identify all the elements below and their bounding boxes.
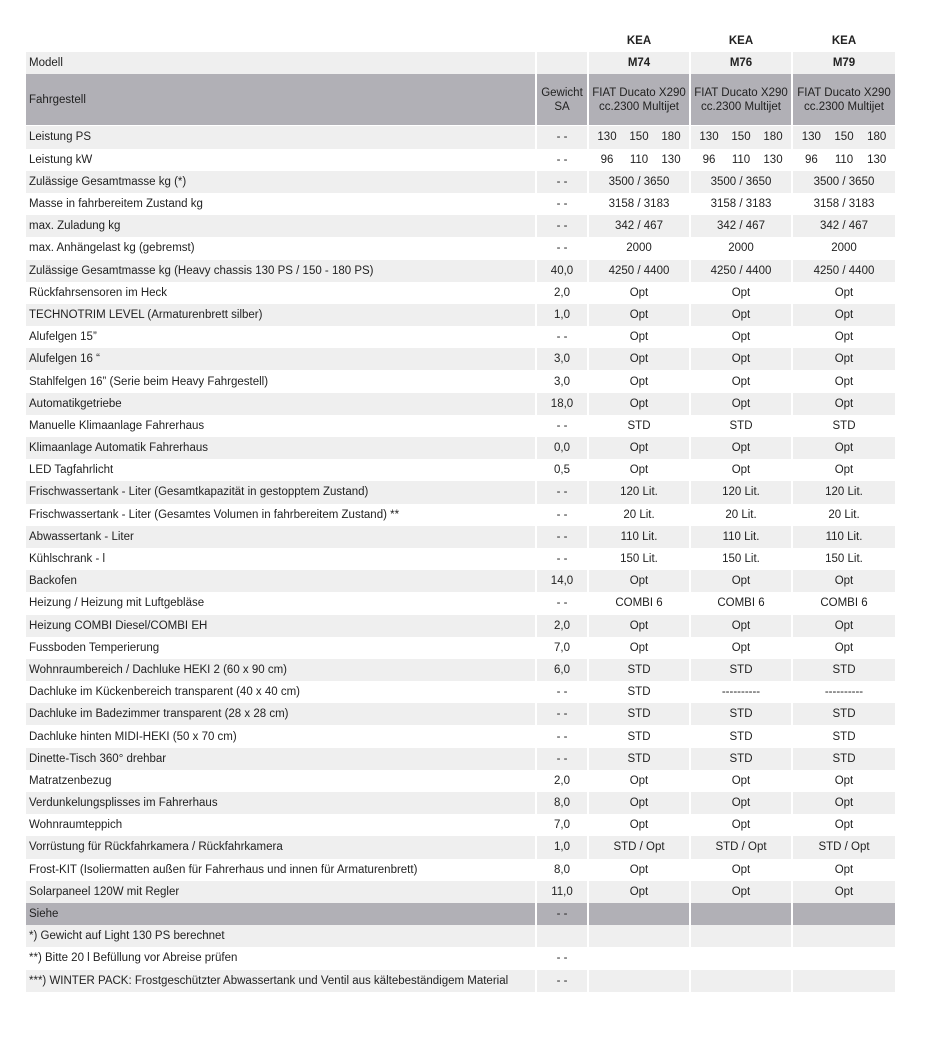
spec-row-weight: - - bbox=[537, 681, 589, 703]
spec-row-label: TECHNOTRIM LEVEL (Armaturenbrett silber) bbox=[26, 304, 537, 326]
spec-row-m76: STD bbox=[691, 725, 793, 747]
spec-row-m74: STD bbox=[589, 681, 691, 703]
spec-row-weight: - - bbox=[537, 193, 589, 215]
power-ps-value: 180 bbox=[661, 131, 681, 144]
spec-row bbox=[26, 215, 895, 237]
spec-row bbox=[26, 282, 895, 304]
spec-row-label: Wohnraumbereich / Dachluke HEKI 2 (60 x 90 cm) bbox=[26, 659, 537, 681]
model-row-weight bbox=[537, 52, 589, 74]
spec-row-m76: 2000 bbox=[691, 237, 793, 259]
spec-row-m76: STD bbox=[691, 659, 793, 681]
spec-row-m76: 3158 / 3183 bbox=[691, 193, 793, 215]
spec-row-m74: 150 Lit. bbox=[589, 548, 691, 570]
power-kw-m76 bbox=[691, 149, 793, 171]
spec-row-weight: - - bbox=[537, 504, 589, 526]
power-ps-value: 180 bbox=[867, 131, 887, 144]
spec-row-label: Dinette-Tisch 360° drehbar bbox=[26, 748, 537, 770]
spec-row-m74: Opt bbox=[589, 814, 691, 836]
spec-row-label: Dachluke hinten MIDI-HEKI (50 x 70 cm) bbox=[26, 725, 537, 747]
spec-row-m74: Opt bbox=[589, 881, 691, 903]
spec-row-m79: Opt bbox=[793, 393, 895, 415]
power-kw-value: 110 bbox=[731, 153, 751, 166]
spec-row-m79: 4250 / 4400 bbox=[793, 260, 895, 282]
spec-row-m79: 2000 bbox=[831, 242, 857, 255]
footnotes bbox=[26, 925, 895, 992]
spec-row-m76: STD bbox=[691, 748, 793, 770]
spec-row bbox=[26, 592, 895, 614]
siehe-row bbox=[26, 903, 895, 925]
spec-row-m74: 3158 / 3183 bbox=[589, 193, 691, 215]
spec-row-label: Matratzenbezug bbox=[26, 770, 537, 792]
spec-row-label: Zulässige Gesamtmasse kg (*) bbox=[26, 171, 537, 193]
spec-row bbox=[26, 615, 895, 637]
spec-row-m79: Opt bbox=[834, 286, 854, 299]
spec-row bbox=[26, 415, 895, 437]
spec-row bbox=[26, 637, 895, 659]
spec-row-weight: - - bbox=[537, 237, 589, 259]
footnote-m79 bbox=[793, 925, 895, 947]
spec-rows bbox=[26, 171, 895, 903]
model-m79: M79 bbox=[793, 52, 895, 74]
spec-row-m79: Opt bbox=[834, 863, 854, 876]
spec-row-weight: 3,0 bbox=[537, 348, 589, 370]
footnote-m74 bbox=[589, 970, 691, 992]
spec-row-m79: STD bbox=[793, 659, 895, 681]
power-ps-m76 bbox=[691, 126, 793, 148]
spec-row-m79: STD bbox=[793, 703, 895, 725]
spec-row-weight: 7,0 bbox=[537, 637, 589, 659]
spec-row-m76: Opt bbox=[691, 814, 793, 836]
spec-row-m79: 120 Lit. bbox=[793, 481, 895, 503]
spec-row-m74: Opt bbox=[589, 348, 691, 370]
power-kw-value: 130 bbox=[661, 153, 681, 166]
spec-row-label: Alufelgen 15” bbox=[26, 326, 537, 348]
spec-row-m79: Opt bbox=[793, 792, 895, 814]
spec-row-weight: 14,0 bbox=[537, 570, 589, 592]
spec-row-label: Heizung / Heizung mit Luftgebläse bbox=[26, 592, 537, 614]
footnote-m76 bbox=[691, 925, 793, 947]
spec-row-weight: - - bbox=[537, 703, 589, 725]
chassis-row-label: Fahrgestell bbox=[26, 74, 537, 125]
power-ps-m74 bbox=[589, 126, 691, 148]
spec-row-m74: Opt bbox=[589, 326, 691, 348]
spec-row-m79: Opt bbox=[834, 464, 854, 477]
spec-row-weight: 1,0 bbox=[537, 836, 589, 858]
spec-row-m76: 3500 / 3650 bbox=[691, 171, 793, 193]
power-ps-weight: - - bbox=[537, 126, 589, 148]
spec-row bbox=[26, 548, 895, 570]
spec-row-m74: STD bbox=[589, 659, 691, 681]
spec-row-m76: ---------- bbox=[691, 681, 793, 703]
spec-row-label: Fussboden Temperierung bbox=[26, 637, 537, 659]
spec-row-label: Vorrüstung für Rückfahrkamera / Rückfahrkamera bbox=[26, 836, 537, 858]
spec-row bbox=[26, 260, 895, 282]
spec-row-label: Backofen bbox=[26, 570, 537, 592]
footnote-text: **) Bitte 20 l Befüllung vor Abreise prüfen bbox=[26, 947, 537, 969]
brand-m76: KEA bbox=[691, 30, 793, 52]
spec-row bbox=[26, 481, 895, 503]
spec-row-label: Zulässige Gesamtmasse kg (Heavy chassis 130 PS / 150 - 180 PS) bbox=[26, 260, 537, 282]
spec-row-m79: 20 Lit. bbox=[828, 508, 860, 521]
footnote-weight: - - bbox=[537, 947, 589, 969]
spec-row-m79: STD bbox=[793, 748, 895, 770]
footnote-row bbox=[26, 925, 895, 947]
footnote-m76 bbox=[691, 947, 793, 969]
spec-row-weight: - - bbox=[537, 725, 589, 747]
siehe-m74 bbox=[589, 903, 691, 925]
spec-row-m79: STD bbox=[832, 419, 856, 432]
spec-row-m76: Opt bbox=[691, 615, 793, 637]
spec-row-m74: STD bbox=[589, 415, 691, 437]
spec-row bbox=[26, 725, 895, 747]
power-kw-value: 110 bbox=[629, 153, 649, 166]
power-kw-value: 96 bbox=[804, 153, 818, 166]
model-m76: M76 bbox=[691, 52, 793, 74]
power-ps-label: Leistung PS bbox=[26, 126, 537, 148]
spec-row-m74: 2000 bbox=[589, 237, 691, 259]
spec-row-m76: Opt bbox=[691, 881, 793, 903]
power-ps-value: 180 bbox=[763, 131, 783, 144]
chassis-m79: FIAT Ducato X290 cc.2300 Multijet bbox=[793, 74, 895, 125]
spec-row-weight: - - bbox=[537, 548, 589, 570]
spec-row-weight: - - bbox=[537, 592, 589, 614]
spec-row-label: Solarpaneel 120W mit Regler bbox=[26, 881, 537, 903]
spec-row-m74: Opt bbox=[589, 859, 691, 881]
spec-row-m74: Opt bbox=[589, 393, 691, 415]
power-ps-value: 150 bbox=[731, 131, 751, 144]
spec-row-m79: Opt bbox=[834, 641, 854, 654]
spec-row-weight: - - bbox=[537, 481, 589, 503]
model-row-label: Modell bbox=[26, 52, 537, 74]
spec-row-m74: Opt bbox=[589, 370, 691, 392]
spec-row-m74: Opt bbox=[589, 437, 691, 459]
spec-row-label: Klimaanlage Automatik Fahrerhaus bbox=[26, 437, 537, 459]
spec-row-m79: 342 / 467 bbox=[793, 215, 895, 237]
spec-row-m79: 3500 / 3650 bbox=[793, 171, 895, 193]
footnote-m74 bbox=[589, 925, 691, 947]
spec-row-m74: Opt bbox=[589, 792, 691, 814]
model-m74: M74 bbox=[589, 52, 691, 74]
brand-row-label bbox=[26, 30, 537, 52]
spec-row-label: Heizung COMBI Diesel/COMBI EH bbox=[26, 615, 537, 637]
spec-row-m76: STD / Opt bbox=[691, 836, 793, 858]
spec-row-label: Stahlfelgen 16” (Serie beim Heavy Fahrgestell) bbox=[26, 370, 537, 392]
spec-row bbox=[26, 504, 895, 526]
spec-row-weight: 11,0 bbox=[537, 881, 589, 903]
brand-m74: KEA bbox=[589, 30, 691, 52]
spec-row-m74: Opt bbox=[589, 459, 691, 481]
spec-table bbox=[26, 30, 895, 992]
spec-row bbox=[26, 881, 895, 903]
spec-row bbox=[26, 659, 895, 681]
spec-row-m74: Opt bbox=[589, 770, 691, 792]
spec-row-m76: Opt bbox=[691, 370, 793, 392]
spec-row-m79: STD bbox=[832, 730, 856, 743]
spec-row bbox=[26, 526, 895, 548]
spec-row-label: Rückfahrsensoren im Heck bbox=[26, 282, 537, 304]
spec-row-label: Wohnraumteppich bbox=[26, 814, 537, 836]
spec-row-m74: STD bbox=[589, 703, 691, 725]
power-kw-value: 130 bbox=[867, 153, 887, 166]
footnote-text: *) Gewicht auf Light 130 PS berechnet bbox=[26, 925, 537, 947]
spec-row-m76: Opt bbox=[691, 437, 793, 459]
spec-row-m79: 110 Lit. bbox=[793, 526, 895, 548]
spec-row-m76: 150 Lit. bbox=[691, 548, 793, 570]
spec-row-m79: Opt bbox=[834, 375, 854, 388]
spec-row-m76: Opt bbox=[691, 792, 793, 814]
spec-row-label: Alufelgen 16 “ bbox=[26, 348, 537, 370]
spec-row bbox=[26, 859, 895, 881]
spec-row-m76: 4250 / 4400 bbox=[691, 260, 793, 282]
spec-row-m76: Opt bbox=[691, 282, 793, 304]
spec-row-label: Masse in fahrbereitem Zustand kg bbox=[26, 193, 537, 215]
spec-row bbox=[26, 237, 895, 259]
spec-row-m76: STD bbox=[691, 703, 793, 725]
spec-row-m79: Opt bbox=[793, 570, 895, 592]
spec-row-weight: - - bbox=[537, 171, 589, 193]
power-kw-m79 bbox=[793, 149, 895, 171]
spec-row-label: Abwassertank - Liter bbox=[26, 526, 537, 548]
spec-row-m76: Opt bbox=[691, 459, 793, 481]
siehe-m76 bbox=[691, 903, 793, 925]
spec-row-weight: 40,0 bbox=[537, 260, 589, 282]
spec-row-weight: 8,0 bbox=[537, 792, 589, 814]
footnote-text: ***) WINTER PACK: Frostgeschützter Abwassertank und Ventil aus kältebeständigem Material bbox=[26, 970, 537, 992]
spec-row-label: Manuelle Klimaanlage Fahrerhaus bbox=[26, 415, 537, 437]
spec-row-m79: Opt bbox=[834, 819, 854, 832]
spec-row bbox=[26, 171, 895, 193]
spec-row-weight: - - bbox=[537, 415, 589, 437]
spec-row bbox=[26, 459, 895, 481]
power-ps-row bbox=[26, 126, 895, 148]
spec-row-m74: 3500 / 3650 bbox=[589, 171, 691, 193]
footnote-row bbox=[26, 947, 895, 969]
spec-row-weight: - - bbox=[537, 526, 589, 548]
spec-row-m79: Opt bbox=[793, 437, 895, 459]
footnote-m79 bbox=[793, 970, 895, 992]
power-ps-m79 bbox=[793, 126, 895, 148]
spec-row-m76: Opt bbox=[691, 393, 793, 415]
spec-row-m76: Opt bbox=[691, 304, 793, 326]
spec-row-m79: Opt bbox=[793, 304, 895, 326]
spec-row-weight: - - bbox=[537, 326, 589, 348]
power-kw-value: 96 bbox=[600, 153, 614, 166]
spec-row-m74: STD bbox=[589, 748, 691, 770]
spec-row-m79: Opt bbox=[793, 881, 895, 903]
spec-row-m74: 20 Lit. bbox=[589, 504, 691, 526]
spec-row bbox=[26, 370, 895, 392]
footnote-m74 bbox=[589, 947, 691, 969]
spec-row-weight: 6,0 bbox=[537, 659, 589, 681]
spec-row-label: Frost-KIT (Isoliermatten außen für Fahrerhaus und innen für Armaturenbrett) bbox=[26, 859, 537, 881]
spec-row-m76: Opt bbox=[691, 326, 793, 348]
spec-row bbox=[26, 570, 895, 592]
spec-row bbox=[26, 703, 895, 725]
spec-row-m76: 342 / 467 bbox=[691, 215, 793, 237]
footnote-m76 bbox=[691, 970, 793, 992]
spec-row-m74: COMBI 6 bbox=[589, 592, 691, 614]
siehe-label: Siehe bbox=[26, 903, 537, 925]
spec-row-m76: COMBI 6 bbox=[691, 592, 793, 614]
spec-row-label: Frischwassertank - Liter (Gesamtkapazität in gestopptem Zustand) bbox=[26, 481, 537, 503]
spec-row-m74: STD / Opt bbox=[589, 836, 691, 858]
spec-row-m74: Opt bbox=[589, 282, 691, 304]
spec-row bbox=[26, 770, 895, 792]
power-kw-value: 130 bbox=[763, 153, 783, 166]
spec-row-m76: Opt bbox=[691, 348, 793, 370]
spec-row-label: Verdunkelungsplisses im Fahrerhaus bbox=[26, 792, 537, 814]
spec-row bbox=[26, 681, 895, 703]
siehe-m79 bbox=[793, 903, 895, 925]
model-row bbox=[26, 52, 895, 74]
spec-row bbox=[26, 348, 895, 370]
chassis-m74: FIAT Ducato X290 cc.2300 Multijet bbox=[589, 74, 691, 125]
spec-row bbox=[26, 393, 895, 415]
spec-row-m74: Opt bbox=[589, 570, 691, 592]
spec-row-m74: 120 Lit. bbox=[589, 481, 691, 503]
spec-row bbox=[26, 748, 895, 770]
spec-row-m76: Opt bbox=[691, 770, 793, 792]
spec-row-label: Kühlschrank - l bbox=[26, 548, 537, 570]
spec-row-m79: COMBI 6 bbox=[820, 597, 868, 610]
power-kw-value: 110 bbox=[834, 153, 854, 166]
brand-row bbox=[26, 30, 895, 52]
spec-row bbox=[26, 836, 895, 858]
power-ps-value: 130 bbox=[801, 131, 821, 144]
power-ps-value: 130 bbox=[699, 131, 719, 144]
spec-row-m79: Opt bbox=[834, 774, 854, 787]
spec-row-label: max. Zuladung kg bbox=[26, 215, 537, 237]
spec-row-m79: ---------- bbox=[824, 686, 864, 699]
spec-row-m79: STD / Opt bbox=[793, 836, 895, 858]
spec-row-weight: 18,0 bbox=[537, 393, 589, 415]
spec-row-m76: Opt bbox=[691, 859, 793, 881]
spec-row-m76: Opt bbox=[691, 637, 793, 659]
brand-m79: KEA bbox=[793, 30, 895, 52]
spec-row-m74: 110 Lit. bbox=[589, 526, 691, 548]
spec-row-m74: Opt bbox=[589, 637, 691, 659]
spec-row-m79: 3158 / 3183 bbox=[813, 198, 875, 211]
spec-row-label: Dachluke im Kückenbereich transparent (40 x 40 cm) bbox=[26, 681, 537, 703]
spec-row-weight: 2,0 bbox=[537, 615, 589, 637]
spec-row-weight: 8,0 bbox=[537, 859, 589, 881]
spec-row bbox=[26, 437, 895, 459]
power-ps-value: 150 bbox=[629, 131, 649, 144]
spec-row-m79: 150 Lit. bbox=[825, 553, 863, 566]
spec-row-label: Automatikgetriebe bbox=[26, 393, 537, 415]
footnote-weight bbox=[537, 925, 589, 947]
spec-row-weight: 0,0 bbox=[537, 437, 589, 459]
chassis-row bbox=[26, 74, 895, 125]
spec-row-weight: 1,0 bbox=[537, 304, 589, 326]
spec-row-m74: Opt bbox=[589, 304, 691, 326]
spec-row-m76: Opt bbox=[691, 570, 793, 592]
chassis-m76: FIAT Ducato X290 cc.2300 Multijet bbox=[691, 74, 793, 125]
power-kw-m74 bbox=[589, 149, 691, 171]
spec-row bbox=[26, 792, 895, 814]
footnote-row bbox=[26, 970, 895, 992]
spec-row-weight: 0,5 bbox=[537, 459, 589, 481]
weight-column-header: Gewicht SA bbox=[537, 74, 589, 125]
spec-row-m79: Opt bbox=[834, 331, 854, 344]
spec-row-m76: 20 Lit. bbox=[691, 504, 793, 526]
spec-row bbox=[26, 193, 895, 215]
spec-row-m79: Opt bbox=[793, 348, 895, 370]
footnote-weight: - - bbox=[537, 970, 589, 992]
spec-row-label: max. Anhängelast kg (gebremst) bbox=[26, 237, 537, 259]
spec-row-label: Dachluke im Badezimmer transparent (28 x 28 cm) bbox=[26, 703, 537, 725]
spec-row-weight: 7,0 bbox=[537, 814, 589, 836]
power-kw-row bbox=[26, 149, 895, 171]
spec-row-m74: 342 / 467 bbox=[589, 215, 691, 237]
spec-row-m74: 4250 / 4400 bbox=[589, 260, 691, 282]
spec-row-weight: 3,0 bbox=[537, 370, 589, 392]
spec-row-m74: STD bbox=[589, 725, 691, 747]
spec-row-m76: STD bbox=[691, 415, 793, 437]
spec-row-label: Frischwassertank - Liter (Gesamtes Volumen in fahrbereitem Zustand) ** bbox=[26, 504, 537, 526]
spec-row-label: LED Tagfahrlicht bbox=[26, 459, 537, 481]
spec-row-weight: 2,0 bbox=[537, 282, 589, 304]
siehe-weight: - - bbox=[537, 903, 589, 925]
power-kw-weight: - - bbox=[537, 149, 589, 171]
spec-row-m76: 110 Lit. bbox=[691, 526, 793, 548]
power-ps-value: 130 bbox=[597, 131, 617, 144]
spec-row bbox=[26, 304, 895, 326]
spec-row-m76: 120 Lit. bbox=[691, 481, 793, 503]
brand-row-weight bbox=[537, 30, 589, 52]
power-kw-value: 96 bbox=[702, 153, 716, 166]
spec-row-weight: 2,0 bbox=[537, 770, 589, 792]
spec-row-m74: Opt bbox=[589, 615, 691, 637]
spec-row-m79: Opt bbox=[793, 615, 895, 637]
power-ps-value: 150 bbox=[834, 131, 854, 144]
spec-row-weight: - - bbox=[537, 748, 589, 770]
footnote-m79 bbox=[793, 947, 895, 969]
spec-row bbox=[26, 814, 895, 836]
spec-row-weight: - - bbox=[537, 215, 589, 237]
spec-row bbox=[26, 326, 895, 348]
power-kw-label: Leistung kW bbox=[26, 149, 537, 171]
